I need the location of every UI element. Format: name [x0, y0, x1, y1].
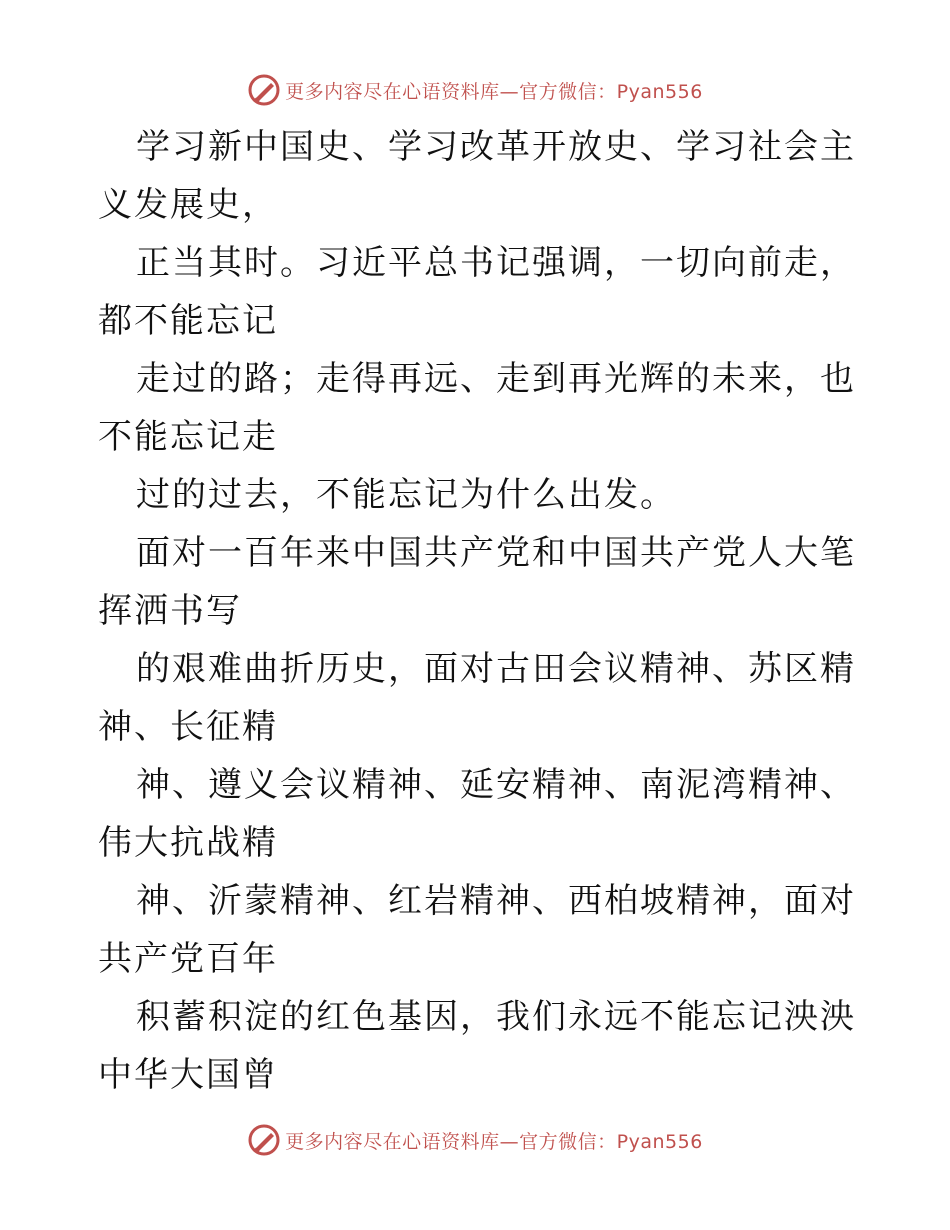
pen-logo-icon	[247, 1123, 281, 1157]
paragraph-8: 神、沂蒙精神、红岩精神、西柏坡精神，面对共产党百年	[98, 881, 856, 979]
paragraph-9: 积蓄积淀的红色基因，我们永远不能忘记泱泱中华大国曾	[98, 997, 856, 1095]
paragraph-4: 过的过去，不能忘记为什么出发。	[136, 475, 676, 515]
paragraph-2: 正当其时。习近平总书记强调，一切向前走，都不能忘记	[98, 243, 856, 341]
paragraph-6: 的艰难曲折历史，面对古田会议精神、苏区精神、长征精	[98, 649, 856, 747]
pen-logo-icon	[247, 73, 281, 107]
footer-banner-text: 更多内容尽在心语资料库—官方微信：Pyan556	[285, 1130, 703, 1153]
paragraph-3: 走过的路；走得再远、走到再光辉的未来，也不能忘记走	[98, 359, 856, 457]
header-banner-text: 更多内容尽在心语资料库—官方微信：Pyan556	[285, 80, 703, 103]
paragraph-1: 学习新中国史、学习改革开放史、学习社会主义发展史，	[98, 127, 856, 225]
paragraph-5: 面对一百年来中国共产党和中国共产党人大笔挥洒书写	[98, 533, 856, 631]
header-banner	[0, 70, 950, 110]
footer-banner	[0, 1120, 950, 1160]
paragraph-7: 神、遵义会议精神、延安精神、南泥湾精神、伟大抗战精	[98, 765, 856, 863]
document-body	[98, 118, 858, 1104]
